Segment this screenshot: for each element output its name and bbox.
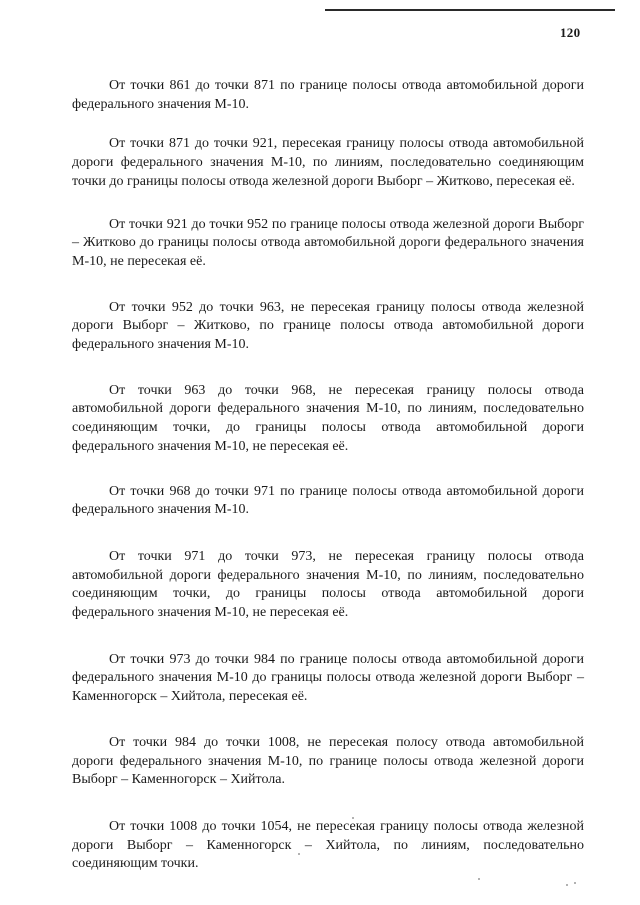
paragraph: От точки 968 до точки 971 по границе полосы отвода автомобильной дороги федерального значения М-10.: [72, 483, 584, 518]
paragraph: От точки 952 до точки 963, не пересекая границу полосы отвода железной дороги Выборг – Житково, по границе полосы отвода автомобильной дороги федерального значения М-10.: [72, 299, 584, 353]
scan-speck: [352, 817, 354, 819]
document-body: [72, 77, 584, 874]
scan-speck: [478, 878, 480, 880]
paragraph: От точки 971 до точки 973, не пересекая границу полосы отвода автомобильной дороги федерального значения М-10, по линиям, последовательно соединяющим точки, до границы полосы отвода автомобильной дороги федерального значения М-10, не пересекая её.: [72, 548, 584, 621]
paragraph: От точки 871 до точки 921, пересекая границу полосы отвода автомобильной дороги федерального значения М-10, по линиям, последовательно соединяющим точки до границы полосы отвода железной дороги Выборг – Житково, пересекая её.: [72, 136, 584, 189]
paragraph: От точки 1008 до точки 1054, не пересекая границу полосы отвода железной дороги Выборг – Каменногорск – Хийтола, по линиям, последовательно соединяющим точки.: [72, 818, 584, 872]
scan-speck: [298, 853, 300, 855]
page-number: 120: [560, 25, 581, 40]
paragraph: От точки 963 до точки 968, не пересекая границу полосы отвода автомобильной дороги федерального значения М-10, по линиям, последовательно соединяющим точки, до границы полосы отвода автомобильной дороги федерального значения М-10, не пересекая её.: [72, 382, 584, 454]
paragraph: От точки 861 до точки 871 по границе полосы отвода автомобильной дороги федерального значения М-10.: [72, 78, 584, 112]
paragraph: От точки 984 до точки 1008, не пересекая полосу отвода автомобильной дороги федерального значения М-10, по границе полосы отвода железной дороги Выборг – Каменногорск – Хийтола.: [72, 734, 584, 788]
header-rule: [325, 9, 615, 11]
paragraph: От точки 921 до точки 952 по границе полосы отвода железной дороги Выборг – Житково до границы полосы отвода автомобильной дороги федерального значения М-10, не пересекая её.: [72, 216, 584, 269]
paragraph: От точки 973 до точки 984 по границе полосы отвода автомобильной дороги федерального значения М-10 до границы полосы отвода железной дороги Выборг – Каменногорск – Хийтола, пересекая её.: [72, 651, 584, 705]
scan-speck: [566, 884, 568, 886]
scan-speck: [574, 882, 576, 884]
